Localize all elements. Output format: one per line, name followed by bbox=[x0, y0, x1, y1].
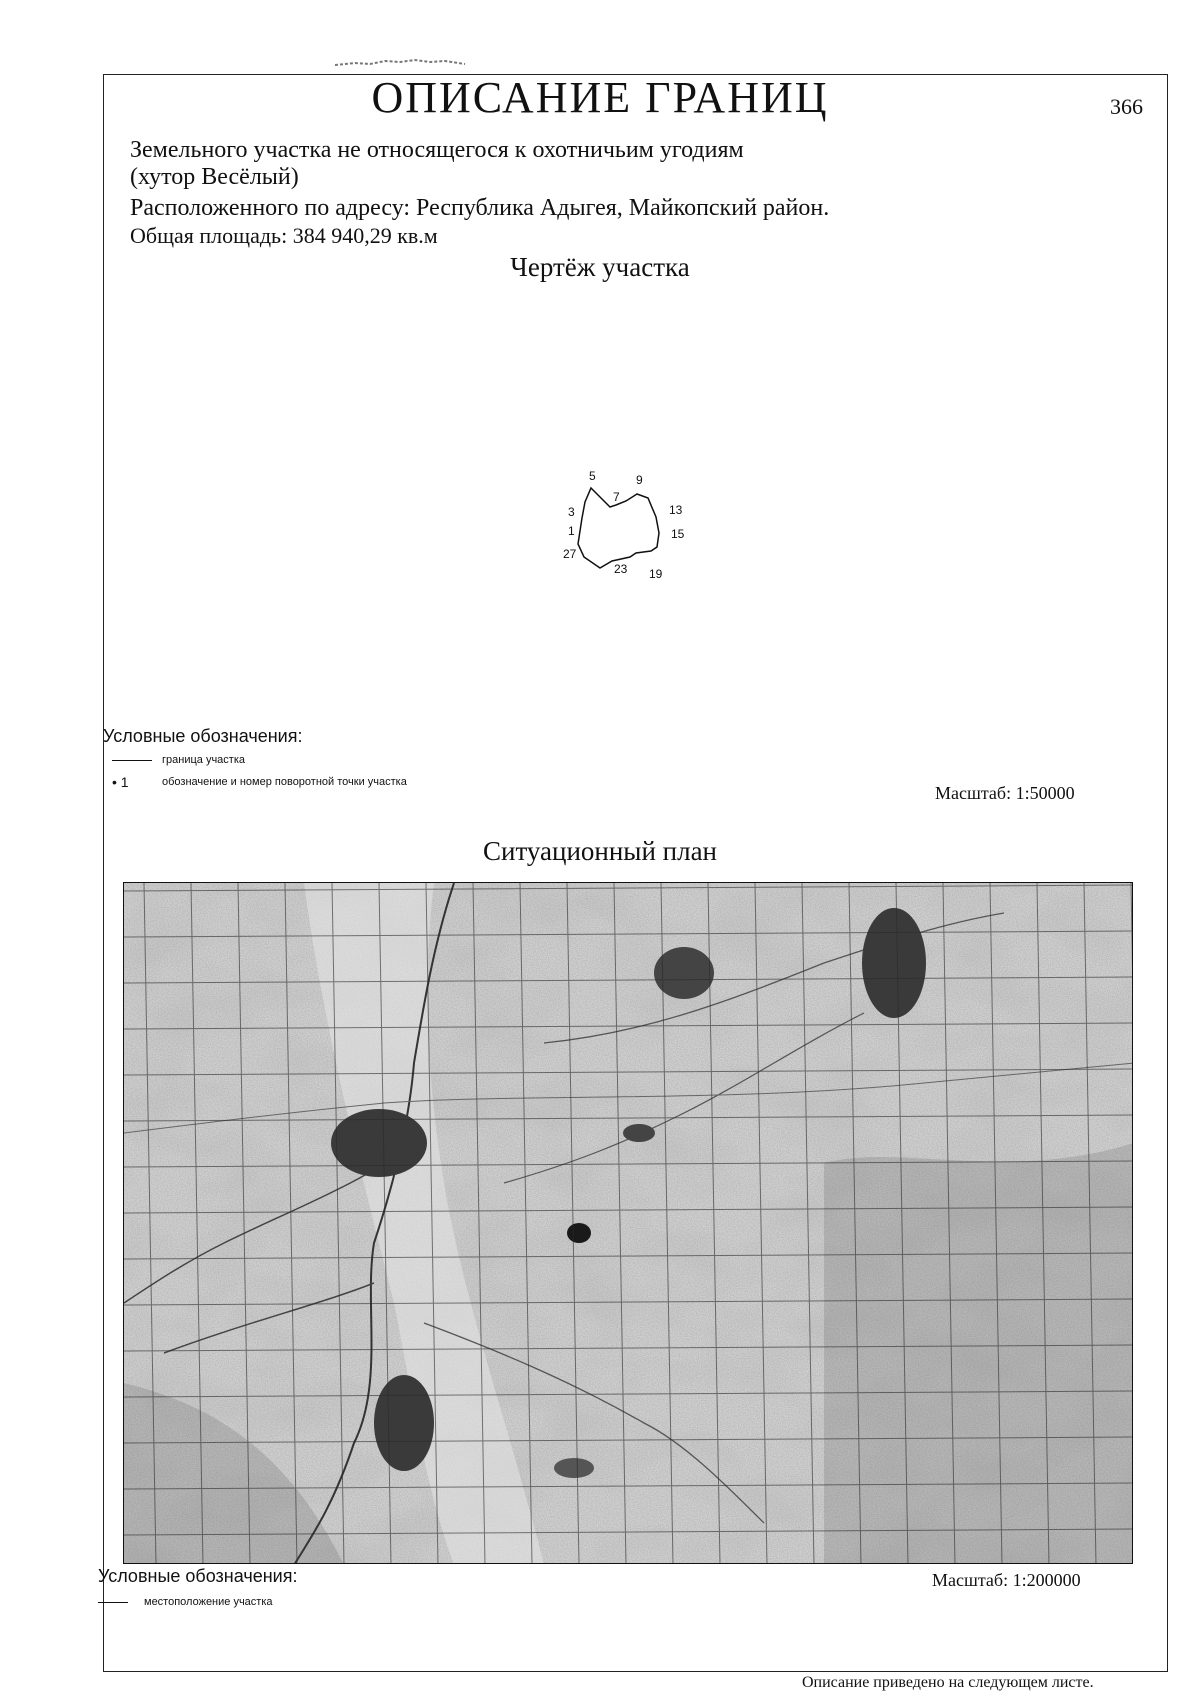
legend-bottom-title: Условные обозначения: bbox=[98, 1566, 298, 1586]
point-label-19: 19 bbox=[649, 567, 663, 581]
point-label-27: 27 bbox=[563, 547, 577, 561]
plot-boundary-drawing bbox=[520, 465, 700, 585]
point-label-23: 23 bbox=[614, 562, 628, 576]
point-label-9: 9 bbox=[636, 473, 643, 487]
legend-point-row bbox=[112, 774, 407, 790]
footer-note: Описание приведено на следующем листе. bbox=[802, 1674, 1094, 1691]
situation-heading: Ситуационный план bbox=[482, 836, 718, 866]
point-label-13: 13 bbox=[669, 503, 683, 517]
point-label-3: 3 bbox=[568, 505, 575, 519]
topographic-map bbox=[123, 882, 1133, 1564]
point-label-7: 7 bbox=[613, 490, 620, 504]
scan-artifact bbox=[330, 58, 470, 68]
legend-top-title: Условные обозначения: bbox=[103, 726, 303, 746]
info-line-area: Общая площадь: 384 940,29 кв.м bbox=[130, 223, 438, 248]
point-label-5: 5 bbox=[589, 469, 596, 483]
info-line-description: Земельного участка не относящегося к охотничьим угодиям bbox=[130, 137, 744, 163]
scale-bottom: Масштаб: 1:200000 bbox=[932, 1570, 1081, 1590]
drawing-heading: Чертёж участка bbox=[510, 252, 690, 282]
legend-point-label: обозначение и номер поворотной точки участка bbox=[162, 776, 407, 788]
info-line-locality: (хутор Весёлый) bbox=[130, 164, 299, 190]
info-line-address: Расположенного по адресу: Республика Адыгея, Майкопский район. bbox=[130, 195, 830, 221]
boundary-line-icon bbox=[112, 760, 152, 761]
point-symbol-icon: • 1 bbox=[112, 774, 129, 790]
page-title: ОПИСАНИЕ ГРАНИЦ bbox=[371, 73, 829, 122]
topographic-map-image bbox=[124, 883, 1133, 1564]
scale-top: Масштаб: 1:50000 bbox=[935, 783, 1075, 803]
legend-location-label: местоположение участка bbox=[144, 1596, 273, 1608]
point-label-15: 15 bbox=[671, 527, 685, 541]
point-label-1: 1 bbox=[568, 524, 575, 538]
legend-boundary-label: граница участка bbox=[162, 754, 245, 766]
legend-boundary-row bbox=[112, 754, 245, 766]
location-line-icon bbox=[98, 1602, 128, 1603]
legend-location-row bbox=[98, 1596, 273, 1608]
page-number: 366 bbox=[1110, 94, 1143, 119]
